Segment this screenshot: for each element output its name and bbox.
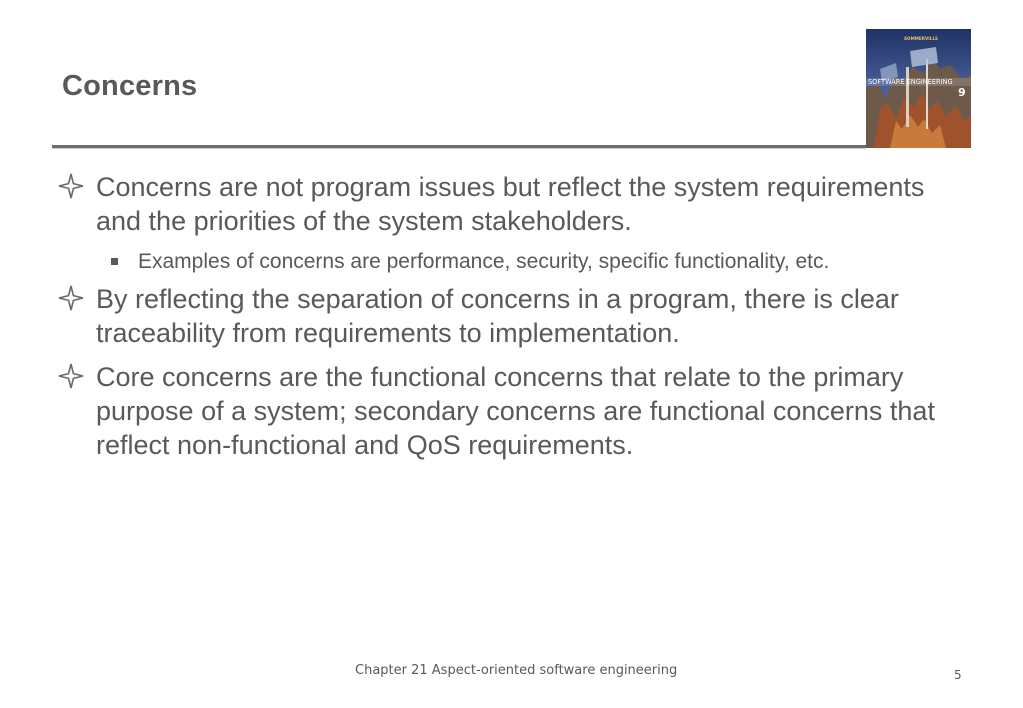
bullet-list: [56, 170, 968, 472]
cover-edition: 9: [958, 86, 966, 99]
bullet-item: [56, 170, 968, 238]
sub-bullet-text: Examples of concerns are performance, security, specific functionality, etc.: [138, 250, 830, 273]
four-point-star-outline-icon: [58, 285, 84, 311]
page-number: 5: [954, 668, 962, 682]
four-point-star-outline-icon: [58, 173, 84, 199]
sub-bullet-item: [56, 248, 968, 276]
book-cover-art: [866, 29, 971, 148]
bullet-text: Core concerns are the functional concerns that relate to the primary purpose of a system; secondary concerns are functional concerns that reflect non-functional and QoS requirements.: [96, 362, 935, 460]
slide-title: Concerns: [62, 70, 198, 102]
four-point-star-outline-icon: [58, 363, 84, 389]
bullet-item: [56, 282, 968, 350]
cover-title: SOFTWARE ENGINEERING: [868, 78, 953, 86]
book-cover-image: [866, 29, 971, 148]
title-divider: [52, 145, 866, 148]
cover-author: SOMMERVILLE: [904, 36, 938, 41]
bullet-item: [56, 360, 968, 462]
square-bullet-icon: [111, 258, 118, 265]
slide-footer: Chapter 21 Aspect-oriented software engineering: [355, 663, 678, 678]
bullet-text: By reflecting the separation of concerns in a program, there is clear traceability from requirements to implementation.: [96, 284, 899, 348]
bullet-text: Concerns are not program issues but reflect the system requirements and the priorities of the system stakeholders.: [96, 172, 925, 236]
